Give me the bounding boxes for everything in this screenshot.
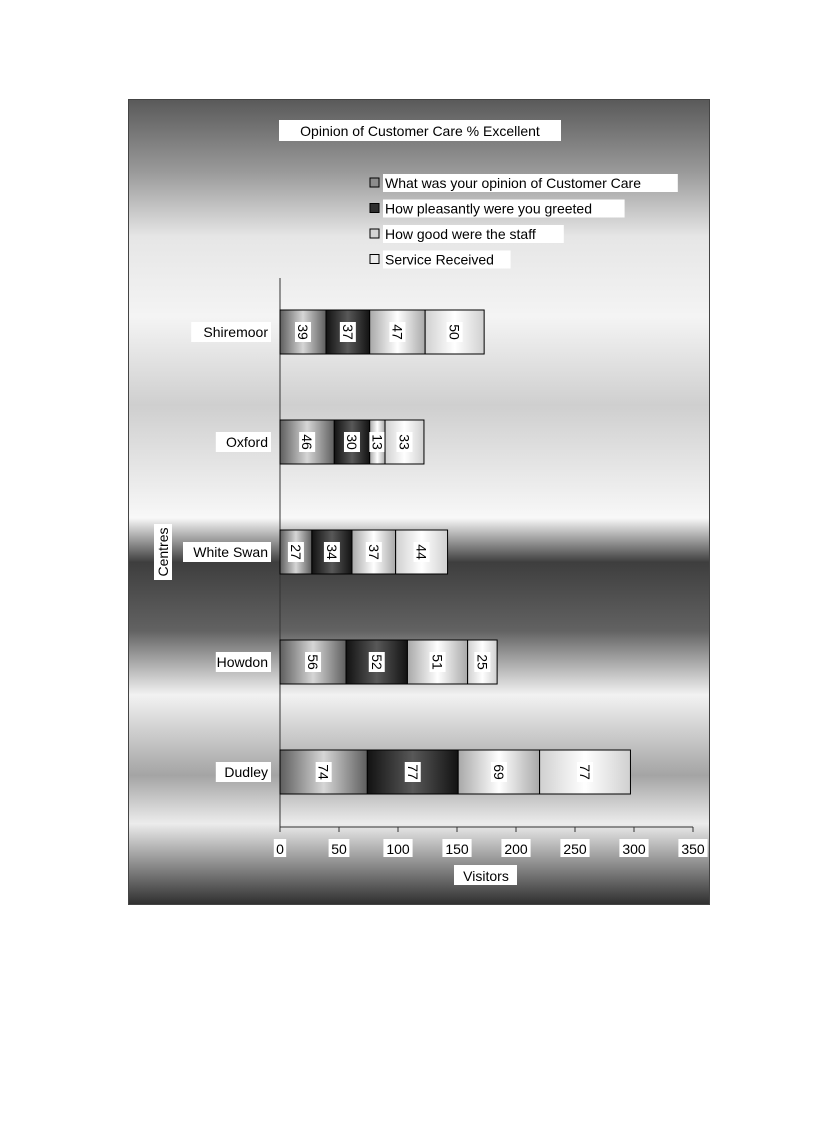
y-axis-title-group: [154, 524, 172, 580]
legend-label-1: What was your opinion of Customer Care: [385, 175, 641, 191]
data-label: 69: [490, 764, 507, 780]
data-label: 51: [429, 654, 446, 670]
data-label: 27: [287, 544, 304, 560]
category-labels-group: [183, 322, 271, 782]
bars-group: [280, 310, 630, 794]
data-label-group: [405, 762, 421, 782]
legend-swatch-2: [370, 204, 379, 213]
data-label-group: [447, 322, 463, 342]
data-label-group: [340, 322, 356, 342]
data-label: 50: [446, 324, 463, 340]
data-label-group: [288, 542, 304, 562]
data-label: 44: [413, 544, 430, 560]
x-tick-label: 0: [276, 841, 284, 857]
data-label: 56: [305, 654, 322, 670]
data-label: 37: [339, 324, 356, 340]
data-label: 34: [323, 544, 340, 560]
data-label-group: [414, 542, 430, 562]
data-label-group: [430, 652, 446, 672]
legend-swatch-4: [370, 255, 379, 264]
data-label: 39: [295, 324, 312, 340]
legend-label-3: How good were the staff: [385, 226, 536, 242]
data-label: 47: [389, 324, 406, 340]
data-label-group: [366, 542, 382, 562]
category-label-howdon: Howdon: [216, 654, 268, 670]
x-ticks-group: [274, 827, 708, 857]
data-label-group: [324, 542, 340, 562]
data-label: 77: [404, 764, 421, 780]
legend-swatch-3: [370, 229, 379, 238]
data-label: 52: [368, 654, 385, 670]
x-tick-label: 350: [681, 841, 705, 857]
x-tick-label: 100: [386, 841, 410, 857]
data-label-group: [369, 432, 385, 452]
legend-label-2: How pleasantly were you greeted: [385, 200, 593, 217]
chart-area: [128, 99, 710, 905]
legend-label-4: Service Received: [385, 251, 494, 268]
data-label-group: [369, 652, 385, 672]
data-label: 37: [365, 544, 382, 560]
category-label-dudley: Dudley: [224, 764, 268, 780]
category-label-white-swan: White Swan: [193, 544, 268, 560]
chart-title: Opinion of Customer Care % Excellent: [300, 123, 540, 139]
legend-swatch-1: [370, 178, 379, 187]
data-label-group: [295, 322, 311, 342]
data-label-group: [316, 762, 332, 782]
data-label-group: [491, 762, 507, 782]
chart-svg: [129, 100, 711, 906]
x-tick-label: 200: [504, 841, 528, 857]
data-label-group: [305, 652, 321, 672]
x-tick-label: 300: [622, 841, 646, 857]
data-label: 46: [299, 434, 316, 450]
data-label-group: [389, 322, 405, 342]
data-label: 77: [577, 764, 594, 780]
x-tick-label: 50: [331, 841, 347, 857]
data-label: 74: [315, 764, 332, 780]
data-label-group: [474, 652, 490, 672]
category-label-shiremoor: Shiremoor: [203, 324, 268, 340]
data-label-group: [344, 432, 360, 452]
data-label: 30: [343, 434, 360, 450]
data-label: 33: [396, 434, 413, 450]
data-label: 13: [369, 434, 386, 450]
x-axis-title: Visitors: [463, 868, 509, 884]
legend: [370, 174, 678, 269]
category-label-oxford: Oxford: [225, 434, 268, 450]
x-tick-label: 150: [445, 841, 469, 857]
data-label: 25: [474, 654, 491, 670]
y-axis-title: Centres: [155, 527, 171, 577]
data-label-group: [299, 432, 315, 452]
x-tick-label: 250: [563, 841, 587, 857]
data-label-group: [396, 432, 412, 452]
data-label-group: [577, 762, 593, 782]
